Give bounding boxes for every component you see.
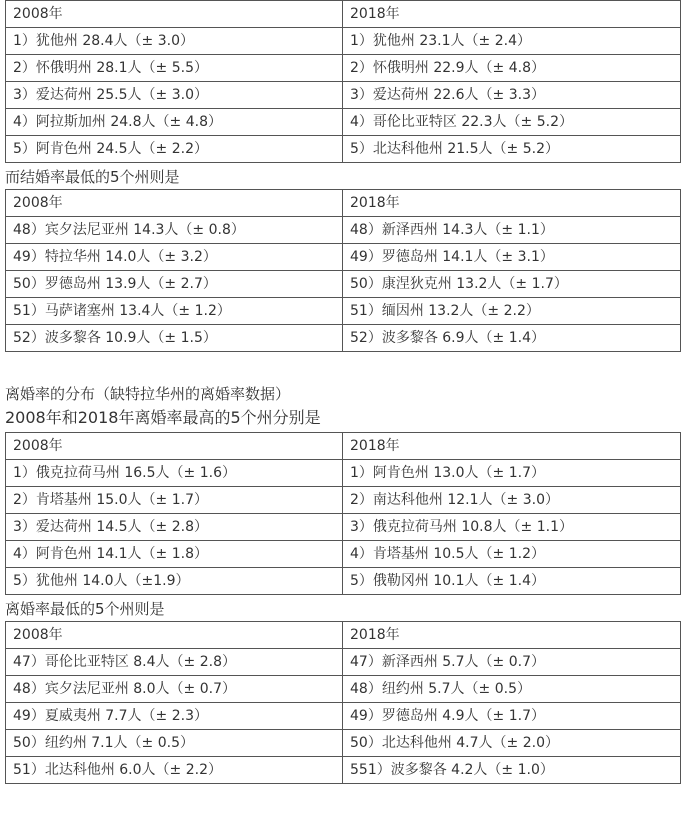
table-cell: 51）北达科他州 6.0人（± 2.2）: [6, 757, 343, 784]
table-row: [6, 568, 681, 595]
table-cell: 4）阿拉斯加州 24.8人（± 4.8）: [6, 109, 343, 136]
table-cell: 4）阿肯色州 14.1人（± 1.8）: [6, 541, 343, 568]
table-cell: 3）俄克拉荷马州 10.8人（± 1.1）: [343, 514, 681, 541]
column-header-2008: 2008年: [6, 622, 343, 649]
table-row: [6, 82, 681, 109]
column-header-2018: 2018年: [343, 190, 681, 217]
table-header-row: [6, 622, 681, 649]
table-row: [6, 649, 681, 676]
table-row: [6, 271, 681, 298]
table-cell: 47）新泽西州 5.7人（± 0.7）: [343, 649, 681, 676]
table-row: [6, 55, 681, 82]
table-row: [6, 28, 681, 55]
table-cell: 52）波多黎各 6.9人（± 1.4）: [343, 325, 681, 352]
table-row: [6, 460, 681, 487]
column-header-2008: 2008年: [6, 1, 343, 28]
table-cell: 49）特拉华州 14.0人（± 3.2）: [6, 244, 343, 271]
marriage-highest-table: [5, 0, 681, 163]
table-cell: 51）缅因州 13.2人（± 2.2）: [343, 298, 681, 325]
column-header-2018: 2018年: [343, 1, 681, 28]
table-header-row: [6, 190, 681, 217]
table-cell: 47）哥伦比亚特区 8.4人（± 2.8）: [6, 649, 343, 676]
divorce-lowest-caption: 离婚率最低的5个州则是: [5, 600, 165, 618]
table-row: [6, 109, 681, 136]
table-row: [6, 757, 681, 784]
table-row: [6, 541, 681, 568]
table-cell: 2）南达科他州 12.1人（± 3.0）: [343, 487, 681, 514]
table-cell: 5）俄勒冈州 10.1人（± 1.4）: [343, 568, 681, 595]
table-cell: 2）肯塔基州 15.0人（± 1.7）: [6, 487, 343, 514]
divorce-highest-table: [5, 432, 681, 595]
table-row: [6, 136, 681, 163]
column-header-2008: 2008年: [6, 433, 343, 460]
table-row: [6, 514, 681, 541]
table-cell: 49）罗德岛州 4.9人（± 1.7）: [343, 703, 681, 730]
table-cell: 50）纽约州 7.1人（± 0.5）: [6, 730, 343, 757]
table-cell: 551）波多黎各 4.2人（± 1.0）: [343, 757, 681, 784]
table-cell: 5）北达科他州 21.5人（± 5.2）: [343, 136, 681, 163]
section-spacer: [0, 352, 686, 382]
table-row: [6, 244, 681, 271]
table-cell: 5）阿肯色州 24.5人（± 2.2）: [6, 136, 343, 163]
table-cell: 52）波多黎各 10.9人（± 1.5）: [6, 325, 343, 352]
table-cell: 5）犹他州 14.0人（±1.9）: [6, 568, 343, 595]
table-row: [6, 703, 681, 730]
table-cell: 2）怀俄明州 28.1人（± 5.5）: [6, 55, 343, 82]
table-cell: 3）爱达荷州 22.6人（± 3.3）: [343, 82, 681, 109]
column-header-2008: 2008年: [6, 190, 343, 217]
table-header-row: [6, 1, 681, 28]
table-cell: 48）新泽西州 14.3人（± 1.1）: [343, 217, 681, 244]
table-row: [6, 730, 681, 757]
table-cell: 4）肯塔基州 10.5人（± 1.2）: [343, 541, 681, 568]
marriage-lowest-table: [5, 189, 681, 352]
table-row: [6, 487, 681, 514]
column-header-2018: 2018年: [343, 622, 681, 649]
marriage-lowest-caption: 而结婚率最低的5个州则是: [5, 168, 180, 186]
table-cell: 3）爱达荷州 25.5人（± 3.0）: [6, 82, 343, 109]
table-cell: 51）马萨诸塞州 13.4人（± 1.2）: [6, 298, 343, 325]
table-cell: 48）纽约州 5.7人（± 0.5）: [343, 676, 681, 703]
table-cell: 50）康涅狄克州 13.2人（± 1.7）: [343, 271, 681, 298]
divorce-section-title: 离婚率的分布（缺特拉华州的离婚率数据）: [5, 385, 291, 403]
table-header-row: [6, 433, 681, 460]
table-row: [6, 676, 681, 703]
divorce-highest-caption: 2008年和2018年离婚率最高的5个州分别是: [5, 408, 321, 427]
table-cell: 49）夏威夷州 7.7人（± 2.3）: [6, 703, 343, 730]
table-cell: 1）俄克拉荷马州 16.5人（± 1.6）: [6, 460, 343, 487]
table-cell: 1）犹他州 28.4人（± 3.0）: [6, 28, 343, 55]
table-cell: 50）北达科他州 4.7人（± 2.0）: [343, 730, 681, 757]
table-cell: 48）宾夕法尼亚州 8.0人（± 0.7）: [6, 676, 343, 703]
table-row: [6, 298, 681, 325]
table-cell: 3）爱达荷州 14.5人（± 2.8）: [6, 514, 343, 541]
table-cell: 1）犹他州 23.1人（± 2.4）: [343, 28, 681, 55]
table-cell: 48）宾夕法尼亚州 14.3人（± 0.8）: [6, 217, 343, 244]
table-row: [6, 217, 681, 244]
table-cell: 4）哥伦比亚特区 22.3人（± 5.2）: [343, 109, 681, 136]
divorce-lowest-table: [5, 621, 681, 784]
table-row: [6, 325, 681, 352]
table-cell: 49）罗德岛州 14.1人（± 3.1）: [343, 244, 681, 271]
table-cell: 1）阿肯色州 13.0人（± 1.7）: [343, 460, 681, 487]
table-cell: 50）罗德岛州 13.9人（± 2.7）: [6, 271, 343, 298]
column-header-2018: 2018年: [343, 433, 681, 460]
table-cell: 2）怀俄明州 22.9人（± 4.8）: [343, 55, 681, 82]
